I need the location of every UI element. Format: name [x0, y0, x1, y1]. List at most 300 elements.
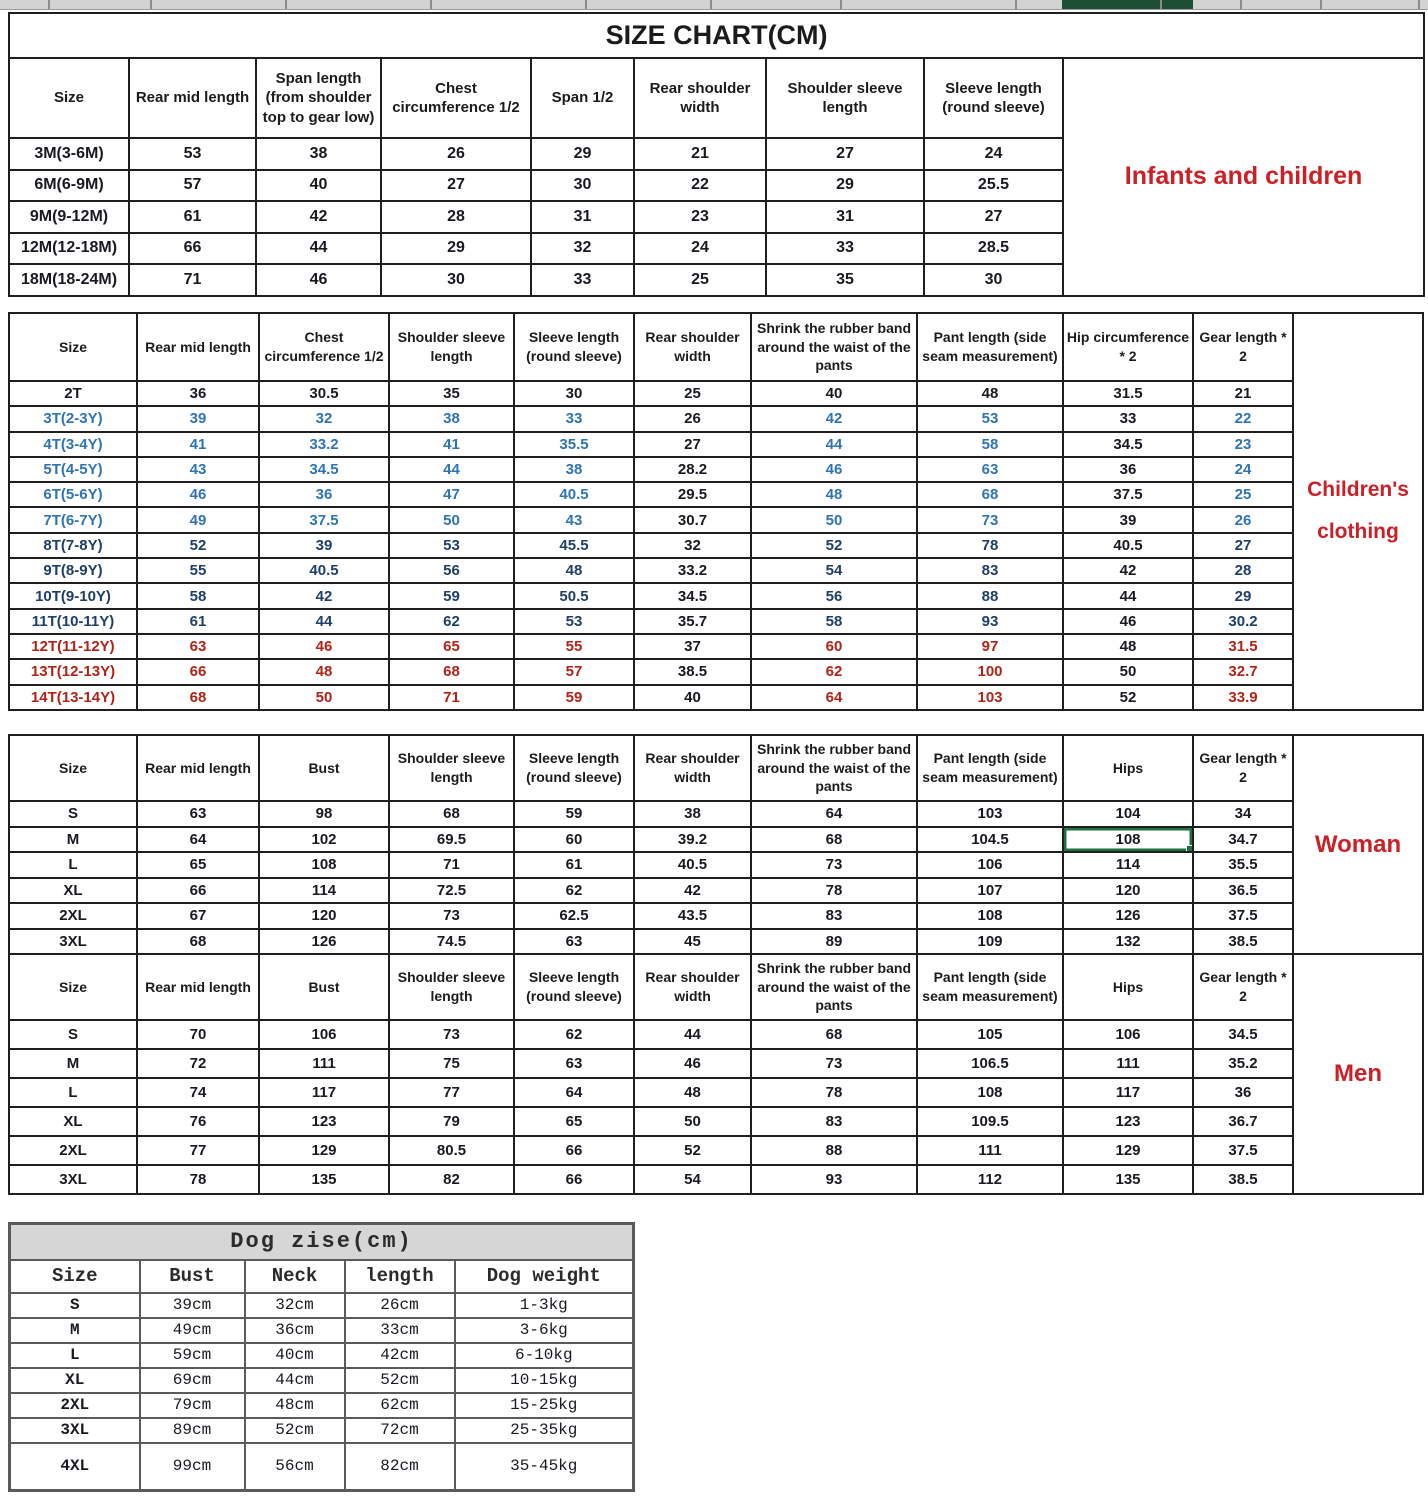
value-cell: 62 [751, 659, 917, 684]
value-cell: 79 [389, 1107, 514, 1136]
value-cell: 63 [514, 929, 634, 955]
value-cell: 35 [389, 381, 514, 406]
value-cell: 23 [1193, 432, 1293, 457]
column-header: Shrink the rubber band around the waist of the pants [751, 954, 917, 1020]
value-cell: 30.7 [634, 507, 751, 532]
size-cell: 3XL [10, 1418, 140, 1443]
column-header: Hips [1063, 735, 1193, 801]
value-cell: 66 [514, 1165, 634, 1194]
value-cell: 111 [259, 1049, 389, 1078]
value-cell: 63 [917, 457, 1063, 482]
value-cell: 68 [137, 929, 259, 955]
value-cell: 106 [917, 852, 1063, 878]
value-cell: 66 [137, 878, 259, 904]
value-cell: 132 [1063, 929, 1193, 955]
value-cell: 30 [381, 264, 531, 296]
column-header: Size [9, 313, 137, 381]
value-cell: 33 [1063, 406, 1193, 431]
value-cell: 33 [531, 264, 634, 296]
value-cell: 6-10kg [455, 1343, 634, 1368]
value-cell: 68 [389, 801, 514, 827]
value-cell: 27 [634, 432, 751, 457]
value-cell: 114 [1063, 852, 1193, 878]
value-cell: 39 [259, 533, 389, 558]
value-cell: 50 [634, 1107, 751, 1136]
column-header: Rear shoulder width [634, 735, 751, 801]
value-cell: 72cm [345, 1418, 455, 1443]
column-header: Gear length * 2 [1193, 313, 1293, 381]
value-cell: 76 [137, 1107, 259, 1136]
value-cell: 44cm [245, 1368, 345, 1393]
value-cell: 65 [514, 1107, 634, 1136]
value-cell: 59 [514, 685, 634, 710]
value-cell: 46 [634, 1049, 751, 1078]
value-cell: 89cm [140, 1418, 245, 1443]
value-cell: 135 [1063, 1165, 1193, 1194]
value-cell: 40.5 [634, 852, 751, 878]
value-cell: 56cm [245, 1443, 345, 1491]
column-divider-tick [285, 0, 287, 9]
value-cell: 123 [259, 1107, 389, 1136]
value-cell: 62 [389, 609, 514, 634]
value-cell: 31 [766, 201, 924, 233]
value-cell: 89 [751, 929, 917, 955]
value-cell: 65 [137, 852, 259, 878]
column-header: Rear mid length [129, 58, 256, 138]
column-header: Shoulder sleeve length [389, 313, 514, 381]
value-cell: 104 [1063, 801, 1193, 827]
value-cell: 63 [514, 1049, 634, 1078]
value-cell: 33.9 [1193, 685, 1293, 710]
value-cell: 42 [751, 406, 917, 431]
value-cell: 126 [1063, 903, 1193, 929]
value-cell: 47 [389, 482, 514, 507]
column-header: Chest circumference 1/2 [381, 58, 531, 138]
value-cell: 53 [389, 533, 514, 558]
section-label: Woman [1293, 735, 1423, 954]
value-cell: 53 [917, 406, 1063, 431]
value-cell: 52 [751, 533, 917, 558]
column-header: Pant length (side seam measurement) [917, 313, 1063, 381]
infants-table-title: SIZE CHART(CM) [9, 13, 1424, 58]
value-cell: 39.2 [634, 827, 751, 853]
value-cell: 56 [751, 583, 917, 608]
value-cell: 80.5 [389, 1136, 514, 1165]
value-cell: 50.5 [514, 583, 634, 608]
size-cell: 3XL [9, 929, 137, 955]
size-cell: 2XL [9, 903, 137, 929]
value-cell: 83 [751, 1107, 917, 1136]
value-cell: 126 [259, 929, 389, 955]
value-cell: 29 [1193, 583, 1293, 608]
value-cell: 57 [514, 659, 634, 684]
column-header: Shoulder sleeve length [766, 58, 924, 138]
value-cell: 33 [514, 406, 634, 431]
value-cell: 30 [924, 264, 1063, 296]
column-header: Size [10, 1260, 140, 1293]
column-header: Bust [259, 954, 389, 1020]
value-cell: 27 [924, 201, 1063, 233]
value-cell: 46 [751, 457, 917, 482]
size-cell: M [10, 1318, 140, 1343]
value-cell: 37.5 [259, 507, 389, 532]
value-cell: 29 [531, 138, 634, 170]
value-cell: 58 [137, 583, 259, 608]
value-cell: 52 [1063, 685, 1193, 710]
value-cell: 117 [1063, 1078, 1193, 1107]
value-cell: 49cm [140, 1318, 245, 1343]
value-cell: 52cm [245, 1418, 345, 1443]
value-cell: 29 [381, 233, 531, 265]
value-cell: 120 [1063, 878, 1193, 904]
value-cell: 69.5 [389, 827, 514, 853]
size-cell: M [9, 1049, 137, 1078]
value-cell: 40cm [245, 1343, 345, 1368]
value-cell: 102 [259, 827, 389, 853]
value-cell: 79cm [140, 1393, 245, 1418]
value-cell: 63 [137, 634, 259, 659]
value-cell: 33cm [345, 1318, 455, 1343]
value-cell: 117 [259, 1078, 389, 1107]
column-header: Shrink the rubber band around the waist of the pants [751, 313, 917, 381]
spreadsheet-column-strip [0, 0, 1428, 10]
column-header: Gear length * 2 [1193, 954, 1293, 1020]
value-cell: 34.5 [1063, 432, 1193, 457]
value-cell: 59 [514, 801, 634, 827]
woman-size-table [8, 734, 1424, 955]
value-cell: 41 [389, 432, 514, 457]
column-divider-tick [1160, 0, 1162, 9]
value-cell: 25-35kg [455, 1418, 634, 1443]
value-cell: 73 [751, 852, 917, 878]
value-cell: 40.5 [514, 482, 634, 507]
value-cell: 48 [1063, 634, 1193, 659]
value-cell: 58 [751, 609, 917, 634]
value-cell: 42 [259, 583, 389, 608]
value-cell: 22 [634, 170, 766, 202]
value-cell: 73 [389, 1020, 514, 1049]
column-header: Bust [140, 1260, 245, 1293]
value-cell: 35.5 [514, 432, 634, 457]
value-cell: 38.5 [1193, 929, 1293, 955]
value-cell: 59 [389, 583, 514, 608]
section-label: Infants and children [1063, 58, 1424, 296]
value-cell: 62 [514, 878, 634, 904]
column-divider-tick [1320, 0, 1322, 9]
value-cell: 105 [917, 1020, 1063, 1049]
value-cell: 37.5 [1063, 482, 1193, 507]
value-cell: 68 [917, 482, 1063, 507]
value-cell: 50 [751, 507, 917, 532]
value-cell: 54 [751, 558, 917, 583]
value-cell: 10-15kg [455, 1368, 634, 1393]
value-cell: 25 [634, 264, 766, 296]
value-cell: 41 [137, 432, 259, 457]
value-cell: 64 [514, 1078, 634, 1107]
value-cell: 38 [634, 801, 751, 827]
value-cell: 108 [1063, 827, 1193, 853]
size-cell: XL [9, 878, 137, 904]
value-cell: 24 [924, 138, 1063, 170]
value-cell: 43.5 [634, 903, 751, 929]
column-header: Hips [1063, 954, 1193, 1020]
selected-column-highlight [1062, 0, 1193, 9]
value-cell: 78 [751, 1078, 917, 1107]
value-cell: 58 [917, 432, 1063, 457]
size-cell: L [9, 1078, 137, 1107]
column-header: Dog weight [455, 1260, 634, 1293]
size-cell: S [9, 801, 137, 827]
value-cell: 32 [259, 406, 389, 431]
value-cell: 52 [137, 533, 259, 558]
value-cell: 73 [917, 507, 1063, 532]
value-cell: 36.7 [1193, 1107, 1293, 1136]
value-cell: 42cm [345, 1343, 455, 1368]
value-cell: 108 [917, 1078, 1063, 1107]
value-cell: 39 [1063, 507, 1193, 532]
section-label: Men [1293, 954, 1423, 1194]
size-cell: 2XL [10, 1393, 140, 1418]
value-cell: 103 [917, 685, 1063, 710]
size-cell: 14T(13-14Y) [9, 685, 137, 710]
value-cell: 65 [389, 634, 514, 659]
value-cell: 77 [389, 1078, 514, 1107]
value-cell: 64 [751, 685, 917, 710]
children-size-table [8, 312, 1424, 711]
size-cell: S [10, 1293, 140, 1318]
dog-size-table [8, 1222, 635, 1492]
value-cell: 27 [1193, 533, 1293, 558]
value-cell: 53 [514, 609, 634, 634]
value-cell: 25 [1193, 482, 1293, 507]
value-cell: 55 [514, 634, 634, 659]
value-cell: 67 [137, 903, 259, 929]
value-cell: 32 [531, 233, 634, 265]
value-cell: 108 [917, 903, 1063, 929]
value-cell: 78 [751, 878, 917, 904]
column-header: Pant length (side seam measurement) [917, 954, 1063, 1020]
size-cell: 11T(10-11Y) [9, 609, 137, 634]
size-cell: 12M(12-18M) [9, 233, 129, 265]
value-cell: 28 [381, 201, 531, 233]
value-cell: 68 [389, 659, 514, 684]
value-cell: 42 [1063, 558, 1193, 583]
value-cell: 35.2 [1193, 1049, 1293, 1078]
column-header: Size [9, 58, 129, 138]
value-cell: 88 [917, 583, 1063, 608]
size-cell: 7T(6-7Y) [9, 507, 137, 532]
column-divider-tick [840, 0, 842, 9]
value-cell: 44 [751, 432, 917, 457]
value-cell: 106 [1063, 1020, 1193, 1049]
size-cell: 2XL [9, 1136, 137, 1165]
men-size-table [8, 953, 1424, 1195]
value-cell: 83 [751, 903, 917, 929]
value-cell: 36.5 [1193, 878, 1293, 904]
value-cell: 111 [1063, 1049, 1193, 1078]
value-cell: 26 [634, 406, 751, 431]
value-cell: 83 [917, 558, 1063, 583]
value-cell: 42 [256, 201, 381, 233]
value-cell: 112 [917, 1165, 1063, 1194]
value-cell: 111 [917, 1136, 1063, 1165]
value-cell: 129 [259, 1136, 389, 1165]
value-cell: 36cm [245, 1318, 345, 1343]
value-cell: 28 [1193, 558, 1293, 583]
value-cell: 37.5 [1193, 1136, 1293, 1165]
value-cell: 26cm [345, 1293, 455, 1318]
value-cell: 106 [259, 1020, 389, 1049]
value-cell: 31.5 [1193, 634, 1293, 659]
column-header: Rear mid length [137, 735, 259, 801]
size-cell: 13T(12-13Y) [9, 659, 137, 684]
value-cell: 48 [259, 659, 389, 684]
value-cell: 48 [917, 381, 1063, 406]
value-cell: 24 [1193, 457, 1293, 482]
value-cell: 63 [137, 801, 259, 827]
value-cell: 72 [137, 1049, 259, 1078]
value-cell: 23 [634, 201, 766, 233]
value-cell: 62 [514, 1020, 634, 1049]
value-cell: 50 [1063, 659, 1193, 684]
column-divider-tick [710, 0, 712, 9]
value-cell: 106.5 [917, 1049, 1063, 1078]
column-header: Bust [259, 735, 389, 801]
value-cell: 129 [1063, 1136, 1193, 1165]
value-cell: 38.5 [1193, 1165, 1293, 1194]
value-cell: 27 [381, 170, 531, 202]
size-cell: 6T(5-6Y) [9, 482, 137, 507]
value-cell: 26 [1193, 507, 1293, 532]
value-cell: 46 [256, 264, 381, 296]
value-cell: 15-25kg [455, 1393, 634, 1418]
value-cell: 48 [634, 1078, 751, 1107]
value-cell: 72.5 [389, 878, 514, 904]
size-cell: 3XL [9, 1165, 137, 1194]
value-cell: 70 [137, 1020, 259, 1049]
value-cell: 32cm [245, 1293, 345, 1318]
column-header: Sleeve length (round sleeve) [514, 954, 634, 1020]
value-cell: 93 [917, 609, 1063, 634]
value-cell: 60 [751, 634, 917, 659]
value-cell: 73 [389, 903, 514, 929]
value-cell: 103 [917, 801, 1063, 827]
value-cell: 38 [256, 138, 381, 170]
size-cell: S [9, 1020, 137, 1049]
size-cell: 10T(9-10Y) [9, 583, 137, 608]
column-header: Neck [245, 1260, 345, 1293]
value-cell: 107 [917, 878, 1063, 904]
value-cell: 68 [751, 1020, 917, 1049]
size-cell: L [9, 852, 137, 878]
value-cell: 35-45kg [455, 1443, 634, 1491]
value-cell: 54 [634, 1165, 751, 1194]
value-cell: 36 [137, 381, 259, 406]
value-cell: 40.5 [259, 558, 389, 583]
value-cell: 93 [751, 1165, 917, 1194]
value-cell: 59cm [140, 1343, 245, 1368]
column-header: Shoulder sleeve length [389, 735, 514, 801]
value-cell: 123 [1063, 1107, 1193, 1136]
value-cell: 97 [917, 634, 1063, 659]
column-divider-tick [430, 0, 432, 9]
column-header: Sleeve length (round sleeve) [514, 735, 634, 801]
value-cell: 44 [259, 609, 389, 634]
column-divider-tick [585, 0, 587, 9]
size-cell: 9T(8-9Y) [9, 558, 137, 583]
column-header: Rear mid length [137, 313, 259, 381]
value-cell: 43 [137, 457, 259, 482]
value-cell: 100 [917, 659, 1063, 684]
size-cell: 2T [9, 381, 137, 406]
value-cell: 34.5 [634, 583, 751, 608]
column-header: Span length (from shoulder top to gear low) [256, 58, 381, 138]
value-cell: 36 [1063, 457, 1193, 482]
value-cell: 30.2 [1193, 609, 1293, 634]
value-cell: 35.5 [1193, 852, 1293, 878]
value-cell: 24 [634, 233, 766, 265]
value-cell: 30 [514, 381, 634, 406]
value-cell: 45 [634, 929, 751, 955]
value-cell: 66 [129, 233, 256, 265]
value-cell: 28.2 [634, 457, 751, 482]
size-cell: 12T(11-12Y) [9, 634, 137, 659]
size-cell: 3T(2-3Y) [9, 406, 137, 431]
value-cell: 66 [137, 659, 259, 684]
value-cell: 104.5 [917, 827, 1063, 853]
value-cell: 48cm [245, 1393, 345, 1418]
value-cell: 50 [259, 685, 389, 710]
value-cell: 88 [751, 1136, 917, 1165]
value-cell: 68 [751, 827, 917, 853]
size-cell: 6M(6-9M) [9, 170, 129, 202]
value-cell: 82 [389, 1165, 514, 1194]
value-cell: 98 [259, 801, 389, 827]
value-cell: 57 [129, 170, 256, 202]
size-cell: 18M(18-24M) [9, 264, 129, 296]
value-cell: 44 [634, 1020, 751, 1049]
value-cell: 48 [514, 558, 634, 583]
value-cell: 33.2 [259, 432, 389, 457]
column-header: Chest circumference 1/2 [259, 313, 389, 381]
value-cell: 33.2 [634, 558, 751, 583]
value-cell: 61 [137, 609, 259, 634]
value-cell: 26 [381, 138, 531, 170]
value-cell: 25.5 [924, 170, 1063, 202]
value-cell: 21 [1193, 381, 1293, 406]
value-cell: 31 [531, 201, 634, 233]
value-cell: 35.7 [634, 609, 751, 634]
value-cell: 46 [259, 634, 389, 659]
value-cell: 25 [634, 381, 751, 406]
value-cell: 62cm [345, 1393, 455, 1418]
value-cell: 3-6kg [455, 1318, 634, 1343]
value-cell: 61 [129, 201, 256, 233]
dog-table-title: Dog zise(cm) [10, 1224, 634, 1260]
value-cell: 62.5 [514, 903, 634, 929]
value-cell: 28.5 [924, 233, 1063, 265]
column-divider-tick [1015, 0, 1017, 9]
value-cell: 45.5 [514, 533, 634, 558]
value-cell: 71 [389, 852, 514, 878]
value-cell: 37 [634, 634, 751, 659]
value-cell: 64 [137, 827, 259, 853]
size-cell: L [10, 1343, 140, 1368]
value-cell: 31.5 [1063, 381, 1193, 406]
size-cell: 5T(4-5Y) [9, 457, 137, 482]
value-cell: 108 [259, 852, 389, 878]
value-cell: 64 [751, 801, 917, 827]
